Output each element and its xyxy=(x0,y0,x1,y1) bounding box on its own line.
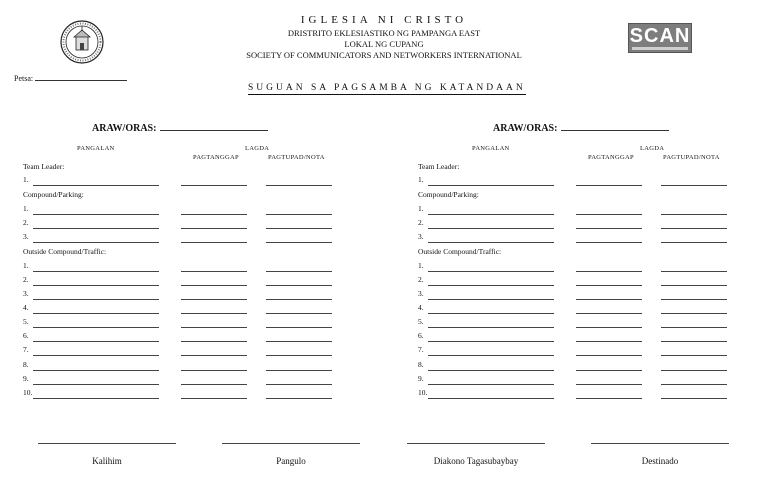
scan-logo xyxy=(628,23,692,53)
petsa-label: Petsa: xyxy=(14,74,34,83)
pagtanggap-line[interactable] xyxy=(181,327,247,328)
pagtupad-line[interactable] xyxy=(266,185,332,186)
pagtanggap-line[interactable] xyxy=(181,271,247,272)
pagtupad-line[interactable] xyxy=(661,271,727,272)
column-header-lagda: LAGDA xyxy=(640,145,665,152)
name-line[interactable] xyxy=(33,185,159,186)
name-line[interactable] xyxy=(428,398,554,399)
pagtupad-line[interactable] xyxy=(661,285,727,286)
signature-label: Diakono Tagasubaybay xyxy=(433,456,519,466)
pagtupad-line[interactable] xyxy=(266,271,332,272)
pagtupad-line[interactable] xyxy=(266,299,332,300)
petsa-line[interactable] xyxy=(35,72,127,81)
araw-oras-line[interactable] xyxy=(160,121,268,131)
pagtupad-line[interactable] xyxy=(661,313,727,314)
name-line[interactable] xyxy=(428,313,554,314)
pagtanggap-line[interactable] xyxy=(181,384,247,385)
araw-oras-field xyxy=(493,121,669,134)
team-leader-label: Team Leader: xyxy=(23,162,65,171)
name-line[interactable] xyxy=(428,355,554,356)
row-number: 3. xyxy=(418,289,424,298)
name-line[interactable] xyxy=(428,285,554,286)
petsa-field xyxy=(14,72,127,83)
signature-label: Kalihim xyxy=(92,456,122,466)
signature-label: Pangulo xyxy=(276,456,306,466)
name-line[interactable] xyxy=(33,370,159,371)
pagtupad-line[interactable] xyxy=(661,341,727,342)
name-line[interactable] xyxy=(33,271,159,272)
row-number: 3. xyxy=(418,232,424,241)
name-line[interactable] xyxy=(428,341,554,342)
pagtupad-line[interactable] xyxy=(266,214,332,215)
pagtanggap-line[interactable] xyxy=(576,228,642,229)
pagtupad-line[interactable] xyxy=(266,313,332,314)
row-number: 10. xyxy=(418,388,428,397)
pagtanggap-line[interactable] xyxy=(181,185,247,186)
row-number: 1. xyxy=(23,175,29,184)
name-line[interactable] xyxy=(33,341,159,342)
name-line[interactable] xyxy=(33,285,159,286)
pagtupad-line[interactable] xyxy=(266,384,332,385)
form-title: SUGUAN SA PAGSAMBA NG KATANDAAN xyxy=(248,83,526,93)
pagtanggap-line[interactable] xyxy=(181,370,247,371)
pagtupad-line[interactable] xyxy=(266,341,332,342)
name-line[interactable] xyxy=(33,242,159,243)
signature-line[interactable] xyxy=(591,443,729,444)
name-line[interactable] xyxy=(428,384,554,385)
pagtanggap-line[interactable] xyxy=(181,398,247,399)
row-number: 3. xyxy=(23,289,29,298)
pagtanggap-line[interactable] xyxy=(576,299,642,300)
name-line[interactable] xyxy=(428,299,554,300)
name-line[interactable] xyxy=(428,271,554,272)
pagtanggap-line[interactable] xyxy=(576,355,642,356)
name-line[interactable] xyxy=(33,327,159,328)
row-number: 5. xyxy=(418,317,424,326)
row-number: 9. xyxy=(418,374,424,383)
row-number: 6. xyxy=(418,331,424,340)
name-line[interactable] xyxy=(428,214,554,215)
pagtupad-line[interactable] xyxy=(661,299,727,300)
pagtupad-line[interactable] xyxy=(266,355,332,356)
pagtanggap-line[interactable] xyxy=(576,214,642,215)
row-number: 2. xyxy=(418,218,424,227)
row-number: 2. xyxy=(23,218,29,227)
scan-logo-text: SCAN xyxy=(629,25,691,47)
compound-parking-label: Compound/Parking: xyxy=(23,190,84,199)
pagtanggap-line[interactable] xyxy=(181,299,247,300)
row-number: 5. xyxy=(23,317,29,326)
row-number: 7. xyxy=(23,345,29,354)
pagtanggap-line[interactable] xyxy=(576,398,642,399)
org-name: IGLESIA NI CRISTO xyxy=(300,14,468,26)
district-name: DRISTRITO EKLESIASTIKO NG PAMPANGA EAST xyxy=(287,28,481,38)
pagtupad-line[interactable] xyxy=(661,355,727,356)
pagtanggap-line[interactable] xyxy=(181,214,247,215)
row-number: 10. xyxy=(23,388,33,397)
outside-compound-label: Outside Compound/Traffic: xyxy=(23,247,107,256)
pagtanggap-line[interactable] xyxy=(576,341,642,342)
name-line[interactable] xyxy=(428,228,554,229)
row-number: 1. xyxy=(23,204,29,213)
name-line[interactable] xyxy=(428,370,554,371)
signature-line[interactable] xyxy=(38,443,176,444)
name-line[interactable] xyxy=(33,384,159,385)
pagtanggap-line[interactable] xyxy=(181,228,247,229)
pagtanggap-line[interactable] xyxy=(181,341,247,342)
row-number: 1. xyxy=(418,175,424,184)
pagtupad-line[interactable] xyxy=(266,398,332,399)
pagtupad-line[interactable] xyxy=(661,214,727,215)
column-header-pagtanggap: PAGTANGGAP xyxy=(193,154,239,161)
pagtupad-line[interactable] xyxy=(661,185,727,186)
name-line[interactable] xyxy=(33,313,159,314)
row-number: 8. xyxy=(418,360,424,369)
column-header-name: PANGALAN xyxy=(472,145,510,152)
pagtanggap-line[interactable] xyxy=(181,242,247,243)
pagtanggap-line[interactable] xyxy=(576,285,642,286)
pagtupad-line[interactable] xyxy=(661,228,727,229)
row-number: 7. xyxy=(418,345,424,354)
araw-oras-line[interactable] xyxy=(561,121,669,131)
pagtupad-line[interactable] xyxy=(661,242,727,243)
signature-label: Destinado xyxy=(641,456,679,466)
pagtupad-line[interactable] xyxy=(266,242,332,243)
pagtupad-line[interactable] xyxy=(266,370,332,371)
pagtanggap-line[interactable] xyxy=(576,242,642,243)
column-header-pagtupad: PAGTUPAD/NOTA xyxy=(268,154,325,161)
row-number: 1. xyxy=(418,204,424,213)
name-line[interactable] xyxy=(33,398,159,399)
pagtupad-line[interactable] xyxy=(661,370,727,371)
pagtanggap-line[interactable] xyxy=(576,384,642,385)
name-line[interactable] xyxy=(428,185,554,186)
column-header-pagtupad: PAGTUPAD/NOTA xyxy=(663,154,720,161)
row-number: 8. xyxy=(23,360,29,369)
pagtanggap-line[interactable] xyxy=(576,370,642,371)
column-header-pagtanggap: PAGTANGGAP xyxy=(588,154,634,161)
name-line[interactable] xyxy=(33,228,159,229)
pagtanggap-line[interactable] xyxy=(576,313,642,314)
compound-parking-label: Compound/Parking: xyxy=(418,190,479,199)
row-number: 4. xyxy=(23,303,29,312)
araw-oras-field xyxy=(92,121,268,134)
araw-oras-label: ARAW/ORAS: xyxy=(92,123,157,134)
pagtanggap-line[interactable] xyxy=(181,285,247,286)
name-line[interactable] xyxy=(428,242,554,243)
pagtanggap-line[interactable] xyxy=(576,271,642,272)
pagtupad-line[interactable] xyxy=(266,327,332,328)
row-number: 6. xyxy=(23,331,29,340)
name-line[interactable] xyxy=(33,214,159,215)
pagtanggap-line[interactable] xyxy=(576,327,642,328)
society-name: SOCIETY OF COMMUNICATORS AND NETWORKERS INTERNATIONAL xyxy=(246,50,522,60)
araw-oras-label: ARAW/ORAS: xyxy=(493,123,558,134)
row-number: 3. xyxy=(23,232,29,241)
row-number: 2. xyxy=(23,275,29,284)
name-line[interactable] xyxy=(33,299,159,300)
locale-name: LOKAL NG CUPANG xyxy=(344,39,424,49)
pagtanggap-line[interactable] xyxy=(576,185,642,186)
signature-line[interactable] xyxy=(222,443,360,444)
row-number: 9. xyxy=(23,374,29,383)
row-number: 2. xyxy=(418,275,424,284)
row-number: 1. xyxy=(418,261,424,270)
name-line[interactable] xyxy=(428,327,554,328)
pagtupad-line[interactable] xyxy=(266,285,332,286)
outside-compound-label: Outside Compound/Traffic: xyxy=(418,247,502,256)
pagtupad-line[interactable] xyxy=(266,228,332,229)
row-number: 4. xyxy=(418,303,424,312)
column-header-lagda: LAGDA xyxy=(245,145,270,152)
name-line[interactable] xyxy=(33,355,159,356)
signature-line[interactable] xyxy=(407,443,545,444)
column-header-name: PANGALAN xyxy=(77,145,115,152)
pagtanggap-line[interactable] xyxy=(181,313,247,314)
pagtupad-line[interactable] xyxy=(661,398,727,399)
pagtupad-line[interactable] xyxy=(661,327,727,328)
pagtanggap-line[interactable] xyxy=(181,355,247,356)
pagtupad-line[interactable] xyxy=(661,384,727,385)
row-number: 1. xyxy=(23,261,29,270)
team-leader-label: Team Leader: xyxy=(418,162,460,171)
